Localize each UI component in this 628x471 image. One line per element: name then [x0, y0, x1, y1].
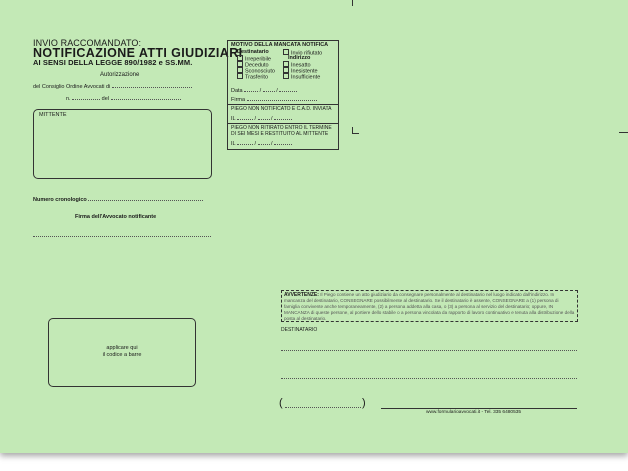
divider: [228, 123, 338, 124]
piego-non-ritirato-2: DI SEI MESI E RESTITUITO AL MITTENTE: [231, 131, 329, 137]
checkbox[interactable]: [283, 73, 289, 79]
firma-line: Firma: [231, 97, 317, 103]
firma-avvocato-label: Firma dell'Avvocato notificante: [75, 214, 157, 220]
open-paren: (: [279, 397, 283, 409]
il-line-1: IL / /: [231, 116, 292, 122]
ind-item[interactable]: Insufficiente: [283, 73, 320, 81]
ind-item[interactable]: Inesatto: [283, 61, 311, 69]
cronologico-label: Numero cronologico: [33, 197, 87, 203]
barcode-box: [48, 318, 196, 387]
provincia-field[interactable]: [285, 407, 361, 408]
destinatario-field-2[interactable]: [281, 378, 577, 379]
autorizzazione-title: Autorizzazione: [100, 72, 140, 78]
barcode-line2: il codice a barre: [102, 352, 142, 358]
divider: [228, 104, 338, 105]
n-label: n.: [66, 96, 71, 102]
il-line-2: IL / /: [231, 141, 292, 147]
destinatario-heading: Destinatario: [237, 49, 269, 55]
crop-mark-left-h: [352, 133, 359, 134]
crop-mark-top: [352, 0, 353, 6]
mittente-label: MITTENTE: [39, 112, 67, 118]
header-line1: INVIO RACCOMANDATO:: [33, 38, 142, 48]
del-label: del: [101, 96, 109, 102]
ind-item[interactable]: Inesistente: [283, 67, 318, 75]
close-paren: ): [362, 397, 366, 409]
piego-non-notificato: PIEGO NON NOTIFICATO E C.A.D. INVIATA: [231, 106, 332, 112]
consiglio-label: del Consiglio Ordine Avvocati di: [33, 84, 111, 90]
consiglio-field[interactable]: [112, 87, 192, 88]
notifica-title: MOTIVO DELLA MANCATA NOTIFICA: [231, 42, 329, 48]
n-field[interactable]: [72, 99, 100, 100]
dest-item[interactable]: Trasferito: [237, 73, 268, 81]
avvertenze-text: Il Piego contiene un atto giudiziario da consegnare personalmente al destinatario nel luogo indicato dall'indirizzo. In mancanza del destinatario, CONSEGNARE possibilmente al destinatario. Se il destinatario è assente, CONSEGNARE a (1) persona di famiglia convivente anche temporaneamente, (2) a persona addetta alla casa, o (3) a persona al servizio del destinatario; oppure, IN MANCANZA di queste persone, al portiere dello stabile o a persona vincolata da rapporto di lavoro continuativo e tenuta alla distribuzione della posta al destinatario.: [284, 292, 575, 321]
mittente-box[interactable]: [33, 109, 212, 179]
indirizzo-heading: Indirizzo: [288, 55, 311, 61]
header-title: NOTIFICAZIONE ATTI GIUDIZIARI: [33, 46, 243, 60]
header-line3: AI SENSI DELLA LEGGE 890/1982 e SS.MM.: [33, 58, 193, 67]
del-field[interactable]: [111, 99, 181, 100]
destinatario-field-1[interactable]: [281, 350, 577, 351]
consiglio-line: [33, 84, 192, 90]
invio-rifiutato-item[interactable]: Invio rifiutato: [283, 49, 322, 57]
n-del-line: [66, 96, 181, 102]
avvertenze-box: [281, 290, 578, 322]
avvertenze-label: AVVERTENZE:: [284, 292, 319, 298]
data-line: Data / /: [231, 88, 297, 94]
destinatario-label: DESTINATARIO: [281, 327, 318, 333]
barcode-line1: applicare qui: [106, 345, 138, 351]
checkbox[interactable]: [237, 73, 243, 79]
dest-item[interactable]: Irreperibile: [237, 55, 271, 63]
cronologico-line: [33, 197, 203, 203]
barcode-text: [49, 345, 195, 359]
piego-non-ritirato-1: PIEGO NON RITIRATO ENTRO IL TERMINE: [231, 125, 332, 131]
crop-mark-right: [619, 132, 628, 133]
cronologico-field[interactable]: [88, 200, 203, 201]
mancata-notifica-box: [227, 40, 339, 150]
dest-item[interactable]: Sconosciuto: [237, 67, 275, 75]
firma-avvocato-field[interactable]: [33, 236, 211, 237]
dest-item[interactable]: Deceduto: [237, 61, 269, 69]
cap-city-line: [381, 408, 577, 409]
footer-text: www.formularioavvocati.it - Tel. 335 6480535: [426, 410, 522, 415]
